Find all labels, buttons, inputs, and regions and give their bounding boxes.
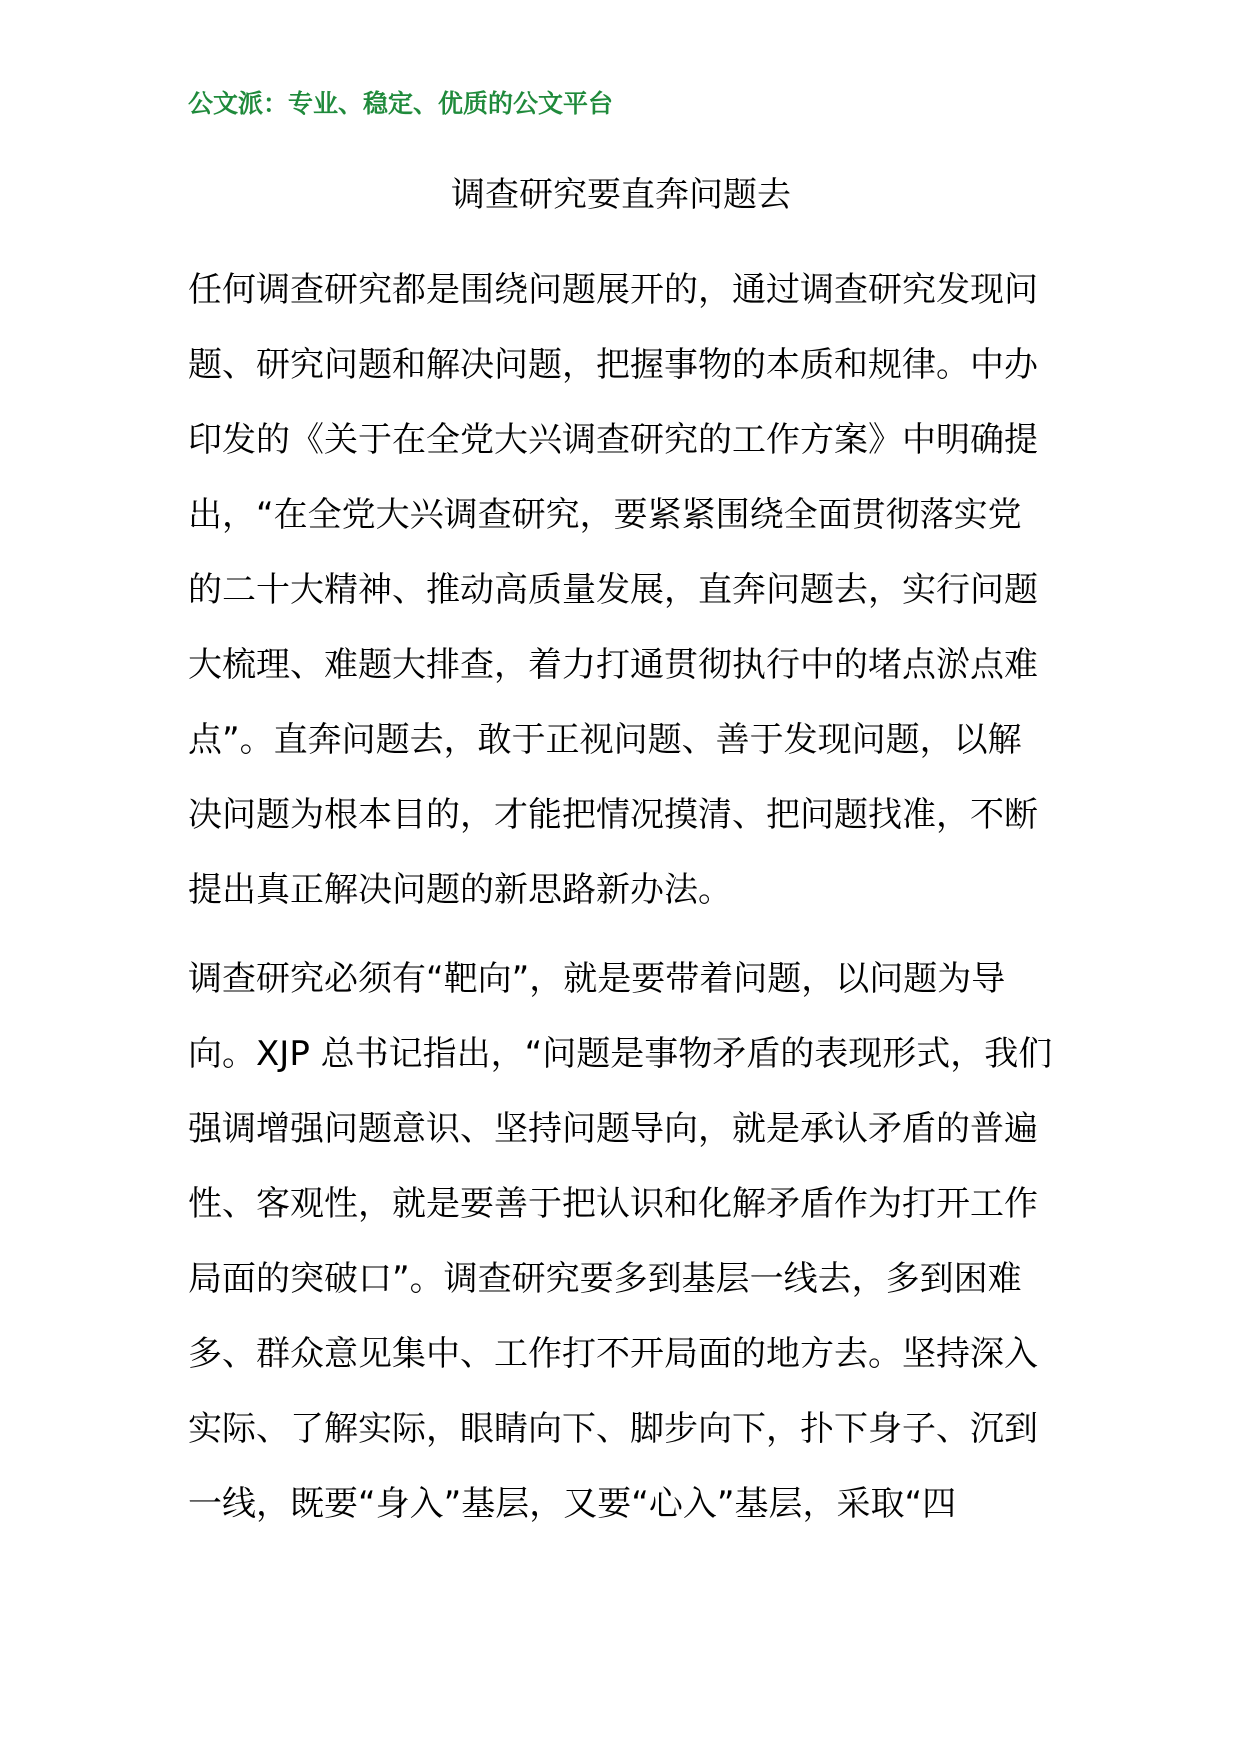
paragraph-line: 决问题为根本目的，才能把情况摸清、把问题找准，不断 (188, 795, 1038, 835)
paragraph-line: 多、群众意见集中、工作打不开局面的地方去。坚持深入 (188, 1334, 1038, 1374)
paragraph-line: 任何调查研究都是围绕问题展开的，通过调查研究发现问 (188, 270, 1038, 310)
header-brand: 公文派：专业、稳定、优质的公文平台 (188, 89, 614, 118)
paragraph-1 (188, 253, 1054, 928)
paragraph-line: 一线，既要“身入”基层，又要“心入”基层，采取“四 (188, 1484, 957, 1524)
paragraph-line: 向。XJP 总书记指出，“问题是事物矛盾的表现形式，我们 (188, 1034, 1053, 1074)
paragraph-line: 局面的突破口”。调查研究要多到基层一线去，多到困难 (188, 1259, 1022, 1299)
paragraph-line: 大梳理、难题大排查，着力打通贯彻执行中的堵点淤点难 (188, 645, 1038, 685)
paragraph-line: 性、客观性，就是要善于把认识和化解矛盾作为打开工作 (188, 1184, 1038, 1224)
paragraph-line: 点”。直奔问题去，敢于正视问题、善于发现问题，以解 (188, 720, 1022, 760)
paragraph-line: 调查研究必须有“靶向”，就是要带着问题，以问题为导 (188, 959, 1006, 999)
paragraph-line: 出，“在全党大兴调查研究，要紧紧围绕全面贯彻落实党 (188, 495, 1022, 535)
paragraph-line: 题、研究问题和解决问题，把握事物的本质和规律。中办 (188, 345, 1038, 385)
paragraph-line: 实际、了解实际，眼睛向下、脚步向下，扑下身子、沉到 (188, 1409, 1038, 1449)
document-title: 调查研究要直奔问题去 (451, 175, 791, 215)
paragraph-line: 强调增强问题意识、坚持问题导向，就是承认矛盾的普遍 (188, 1109, 1038, 1149)
paragraph-2 (188, 942, 1054, 1542)
paragraph-line: 提出真正解决问题的新思路新办法。 (188, 870, 732, 910)
paragraph-line: 的二十大精神、推动高质量发展，直奔问题去，实行问题 (188, 570, 1038, 610)
paragraph-line: 印发的《关于在全党大兴调查研究的工作方案》中明确提 (188, 420, 1038, 460)
